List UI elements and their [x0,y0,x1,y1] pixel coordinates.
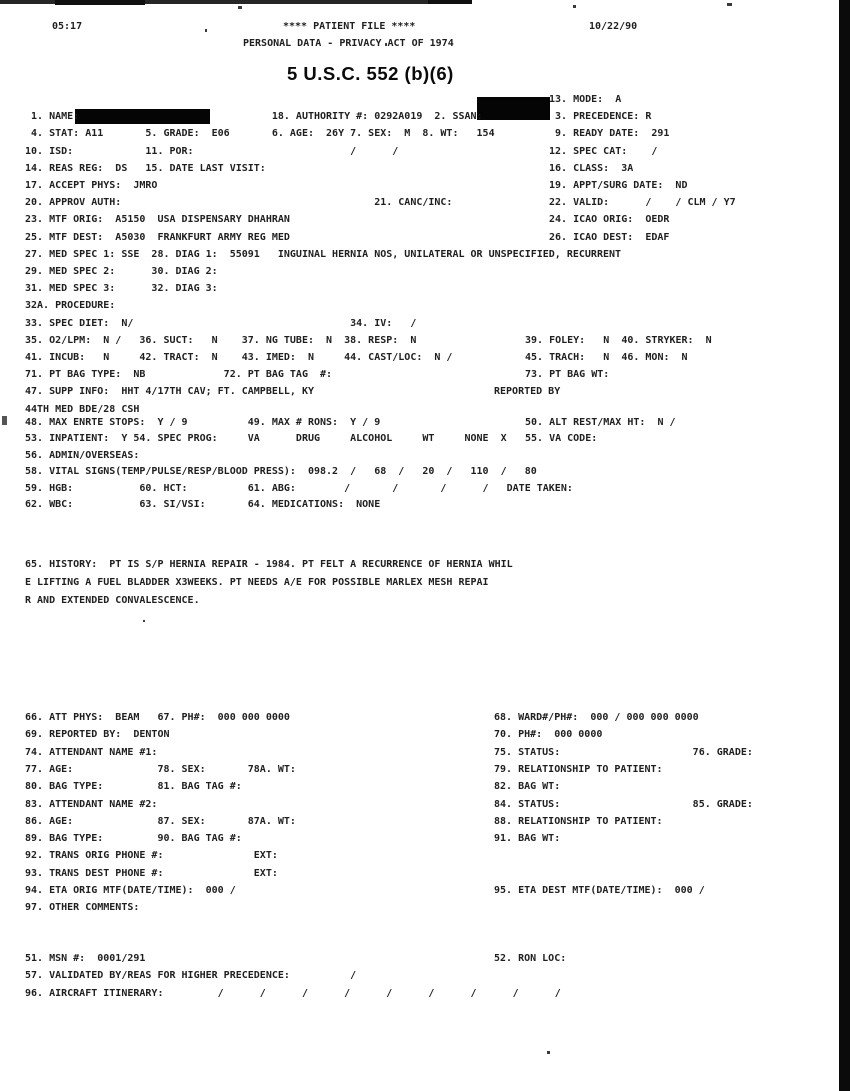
line-admin-overseas [0,449,850,464]
line-procedure [0,299,850,314]
field-supp-info-cont: 44TH MED BDE/28 CSH [25,404,140,415]
field-vital-signs: 58. VITAL SIGNS(TEMP/PULSE/RESP/BLOOD PRESS): 098.2 / 68 / 20 / 110 / 80 [25,466,537,477]
scan-speck [143,620,145,622]
line-incub-tract-imed-cast [0,351,850,366]
field-history-3: R AND EXTENDED CONVALESCENCE. [25,595,200,606]
line-supp-info [0,385,850,400]
line-history-2 [0,576,850,591]
field-attendant-2: 83. ATTENDANT NAME #2: [25,799,158,810]
field-hgb-hct-abg: 59. HGB: 60. HCT: 61. ABG: / / / / DATE TAKEN: [25,483,573,494]
field-o2-suct-ngtube-resp: 35. O2/LPM: N / 36. SUCT: N 37. NG TUBE: N 38. RESP: N [25,335,417,346]
line-accept-phys [0,179,850,194]
line-other-comments [0,901,850,916]
field-bag-wt-2: 91. BAG WT: [494,833,561,844]
line-age-sex-wt-2 [0,815,850,830]
field-isd-por: 10. ISD: 11. POR: / / [25,146,399,157]
field-valid: 22. VALID: / / CLM / Y7 [549,197,736,208]
field-med-spec-2-diag-2: 29. MED SPEC 2: 30. DIAG 2: [25,266,218,277]
line-eta-orig-mtf [0,884,850,899]
line-attendant-2 [0,798,850,813]
field-med-spec-1-diag-1: 27. MED SPEC 1: SSE 28. DIAG 1: 55091 INGUINAL HERNIA NOS, UNILATERAL OR UNSPECIFIED, RECURRENT [25,249,622,260]
line-o2-suct-ngtube-resp [0,334,850,349]
field-pt-bag-wt: 73. PT BAG WT: [525,369,610,380]
field-trans-dest-phone: 93. TRANS DEST PHONE #: EXT: [25,868,278,879]
field-trach-mon: 45. TRACH: N 46. MON: N [525,352,688,363]
field-icao-dest: 26. ICAO DEST: EDAF [549,232,670,243]
field-ward-ph: 68. WARD#/PH#: 000 / 000 000 0000 [494,712,699,723]
line-spec-diet-iv [0,317,850,332]
field-admin-overseas: 56. ADMIN/OVERSEAS: [25,450,140,461]
field-bag-type-tag-2: 89. BAG TYPE: 90. BAG TAG #: [25,833,242,844]
field-reas-reg-last-visit: 14. REAS REG: DS 15. DATE LAST VISIT: [25,163,266,174]
field-pt-bag-type-tag: 71. PT BAG TYPE: NB 72. PT BAG TAG #: [25,369,333,380]
field-stat-grade-age-sex-wt: 4. STAT: A11 5. GRADE: E06 6. AGE: 26Y 7. SEX: M 8. WT: 154 [25,128,495,139]
print-date: 10/22/90 [589,21,638,32]
line-mode [0,93,850,108]
field-att-phys-ph: 66. ATT PHYS: BEAM 67. PH#: 000 000 0000 [25,712,290,723]
field-ready-date: 9. READY DATE: 291 [549,128,670,139]
field-icao-orig: 24. ICAO ORIG: OEDR [549,214,670,225]
field-history-2: E LIFTING A FUEL BLADDER X3WEEKS. PT NEEDS A/E FOR POSSIBLE MARLEX MESH REPAI [25,577,489,588]
line-validated-by [0,969,850,984]
line-bag-type-2 [0,832,850,847]
field-precedence: 3. PRECEDENCE: R [549,111,652,122]
field-mtf-dest: 25. MTF DEST: A5030 FRANKFURT ARMY REG MED [25,232,290,243]
line-reported-by [0,728,850,743]
line-med-spec-1-diag-1 [0,248,850,263]
field-bag-type-tag-1: 80. BAG TYPE: 81. BAG TAG #: [25,781,242,792]
field-aircraft-itinerary: 96. AIRCRAFT ITINERARY: / / / / / / / / / [25,988,561,999]
line-trans-dest-phone [0,867,850,882]
print-time: 05:17 [52,21,83,32]
field-reported-by: 69. REPORTED BY: DENTON [25,729,170,740]
field-spec-diet-iv: 33. SPEC DIET: N/ 34. IV: / [25,318,417,329]
field-approv-auth-canc: 20. APPROV AUTH: 21. CANC/INC: [25,197,453,208]
field-ron-loc: 52. RON LOC: [494,953,567,964]
field-spec-cat: 12. SPEC CAT: / [549,146,658,157]
field-eta-dest-mtf: 95. ETA DEST MTF(DATE/TIME): 000 / [494,885,705,896]
field-max-enrte-rons: 48. MAX ENRTE STOPS: Y / 9 49. MAX # RONS: Y / 9 [25,417,381,428]
line-history-1 [0,558,850,573]
line-aircraft-itinerary [0,987,850,1002]
line-max-enrte-rons [0,416,850,431]
line-name-authority-ssan [0,110,850,125]
scan-edge-top-dark2 [428,0,472,4]
scan-speck [205,29,207,32]
field-procedure: 32A. PROCEDURE: [25,300,116,311]
field-age-sex-wt-1: 77. AGE: 78. SEX: 78A. WT: [25,764,296,775]
line-trans-orig-phone [0,849,850,864]
line-age-sex-wt-1 [0,763,850,778]
line-mtf-orig [0,213,850,228]
foia-exemption-stamp: 5 U.S.C. 552 (b)(6) [287,63,454,84]
scan-speck [727,3,732,6]
field-alt-rest-max-ht: 50. ALT REST/MAX HT: N / [525,417,676,428]
scan-speck [238,6,242,9]
line-attendant-1 [0,746,850,761]
line-bag-type-1 [0,780,850,795]
field-age-sex-wt-2: 86. AGE: 87. SEX: 87A. WT: [25,816,296,827]
line-hgb-hct-abg [0,482,850,497]
field-status-grade-2: 84. STATUS: 85. GRADE: [494,799,753,810]
field-mtf-orig: 23. MTF ORIG: A5150 USA DISPENSARY DHAHRAN [25,214,290,225]
line-history-3 [0,594,850,609]
scan-edge-top-dark1 [55,0,145,5]
line-reas-reg-last-visit [0,162,850,177]
line-att-phys [0,711,850,726]
field-other-comments: 97. OTHER COMMENTS: [25,902,140,913]
field-eta-orig-mtf: 94. ETA ORIG MTF(DATE/TIME): 000 / [25,885,236,896]
field-history-1: 65. HISTORY: PT IS S/P HERNIA REPAIR - 1984. PT FELT A RECURRENCE OF HERNIA WHIL [25,559,513,570]
line-approv-auth-canc [0,196,850,211]
field-bag-wt-1: 82. BAG WT: [494,781,561,792]
field-class: 16. CLASS: 3A [549,163,634,174]
field-accept-phys: 17. ACCEPT PHYS: JMRO [25,180,158,191]
field-reported-by-label: REPORTED BY [494,386,561,397]
field-relationship-2: 88. RELATIONSHIP TO PATIENT: [494,816,663,827]
field-trans-orig-phone: 92. TRANS ORIG PHONE #: EXT: [25,850,278,861]
field-inpatient-spec-prog: 53. INPATIENT: Y 54. SPEC PROG: VA DRUG ALCOHOL WT NONE X [25,433,507,444]
report-title: **** PATIENT FILE **** [283,21,416,32]
field-msn: 51. MSN #: 0001/291 [25,953,146,964]
field-appt-surg-date: 19. APPT/SURG DATE: ND [549,180,688,191]
field-va-code: 55. VA CODE: [525,433,598,444]
report-subtitle: PERSONAL DATA - PRIVACY ACT OF 1974 [243,38,454,49]
scan-speck [573,5,576,8]
line-inpatient-spec-prog [0,432,850,447]
line-med-spec-2-diag-2 [0,265,850,280]
field-status-grade-1: 75. STATUS: 76. GRADE: [494,747,753,758]
line-msn [0,952,850,967]
line-isd-por [0,145,850,160]
field-name-authority-ssan: 1. NAME: 18. AUTHORITY #: 0292A019 2. SSAN: [25,111,483,122]
field-foley-stryker: 39. FOLEY: N 40. STRYKER: N [525,335,712,346]
line-med-spec-3-diag-3 [0,282,850,297]
field-relationship-1: 79. RELATIONSHIP TO PATIENT: [494,764,663,775]
line-vital-signs [0,465,850,480]
field-mode: 13. MODE: A [549,94,622,105]
line-pt-bag [0,368,850,383]
line-stat-grade-age-sex-wt [0,127,850,142]
field-wbc-sivsi-medications: 62. WBC: 63. SI/VSI: 64. MEDICATIONS: NONE [25,499,381,510]
field-supp-info: 47. SUPP INFO: HHT 4/17TH CAV; FT. CAMPBELL, KY [25,386,314,397]
field-attendant-1: 74. ATTENDANT NAME #1: [25,747,158,758]
field-ph-70: 70. PH#: 000 0000 [494,729,603,740]
scan-speck [547,1051,550,1054]
line-mtf-dest [0,231,850,246]
field-incub-tract-imed-cast: 41. INCUB: N 42. TRACT: N 43. IMED: N 44. CAST/LOC: N / [25,352,453,363]
line-wbc-sivsi-medications [0,498,850,513]
field-validated-by: 57. VALIDATED BY/REAS FOR HIGHER PRECEDENCE: / [25,970,357,981]
field-med-spec-3-diag-3: 31. MED SPEC 3: 32. DIAG 3: [25,283,218,294]
